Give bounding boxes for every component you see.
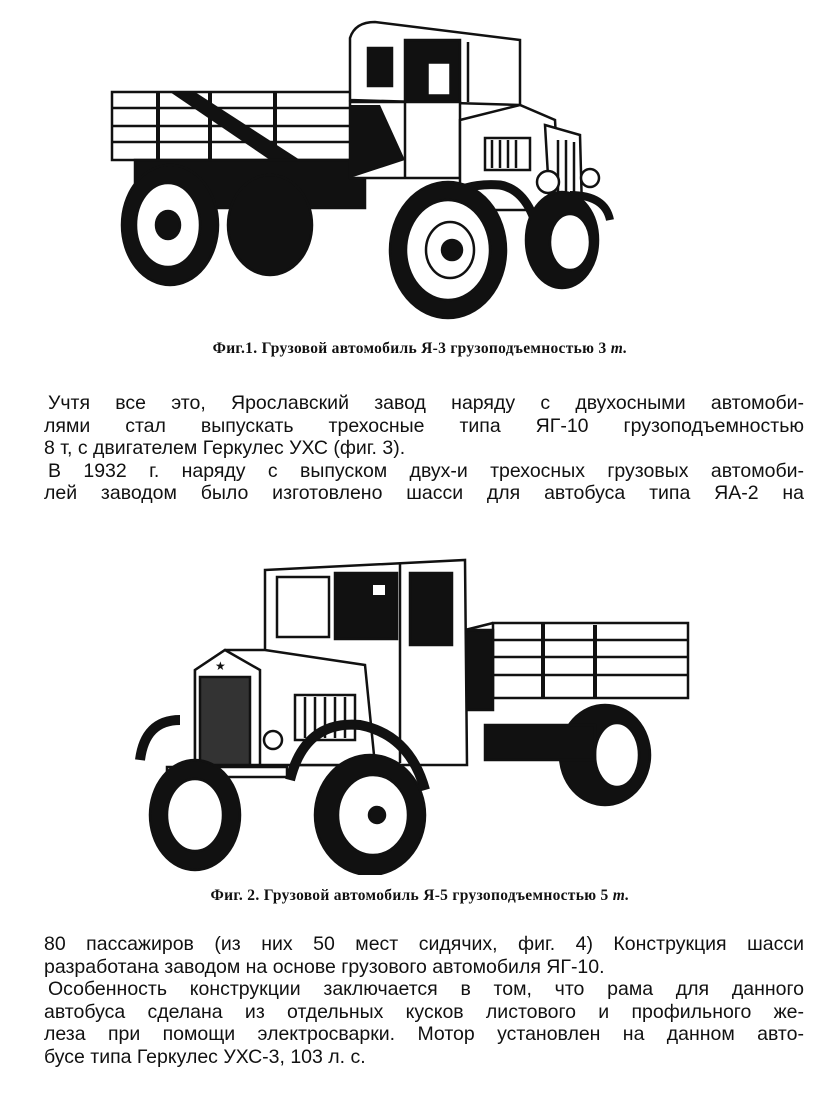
text-line: леза при помощи электросварки. Мотор установлен на данном авто-	[44, 1023, 804, 1045]
figure-1-caption-prefix: Фиг.1.	[212, 340, 258, 357]
text-line: бусе типа Геркулес УХС-3, 103 л. с.	[44, 1045, 366, 1068]
text-line: Особенность конструкции заключается в том, что рама для данного	[48, 978, 804, 1000]
figure-1-caption-unit: т.	[610, 340, 628, 357]
figure-1-caption	[0, 340, 840, 358]
svg-text:★: ★	[215, 659, 226, 673]
text-line: 8 т, с двигателем Геркулес УХС (фиг. 3).	[44, 437, 406, 459]
text-line: В 1932 г. наряду с выпуском двух-и трехосных грузовых автомоби-	[48, 459, 804, 482]
text-line: лей заводом было изготовлено шасси для автобуса типа ЯА-2 на	[44, 482, 804, 504]
text-line: Учтя все это, Ярославский завод наряду с двухосными автомоби-	[48, 392, 804, 414]
text-line: 80 пассажиров (из них 50 мест сидячих, фиг. 4) Конструкция шасси	[44, 933, 804, 955]
figure-2-caption-prefix: Фиг. 2.	[210, 887, 260, 904]
paragraph-block-1	[44, 392, 804, 505]
text-line: лями стал выпускать трехосные типа ЯГ-10 грузоподъемностью	[44, 414, 804, 437]
figure-2-truck-ya5-illustration	[125, 545, 700, 875]
figure-2-caption	[0, 887, 840, 905]
text-line: автобуса сделана из отдельных кусков листового и профильного же-	[44, 1000, 804, 1023]
figure-2-caption-text: Грузовой автомобиль Я-5 грузоподъемностью 5	[263, 887, 609, 904]
figure-1-caption-text: Грузовой автомобиль Я-3 грузоподъемностью 3	[261, 340, 607, 357]
text-line: разработана заводом на основе грузового автомобиля ЯГ-10.	[44, 955, 605, 978]
figure-1-truck-ya3-illustration	[100, 10, 740, 325]
paragraph-block-2	[44, 933, 804, 1068]
figure-2-caption-unit: т.	[612, 887, 630, 904]
